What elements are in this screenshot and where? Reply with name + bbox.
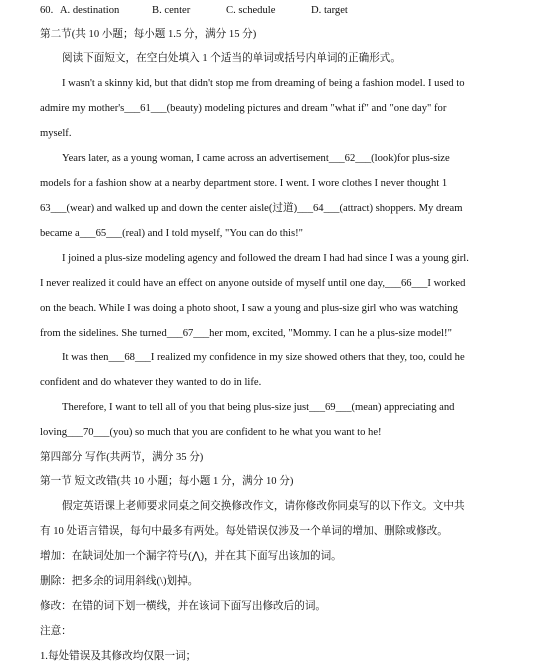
instruction-line: 假定英语课上老师要求同桌之间交换修改作文，请你修改你同桌写的以下作文。文中共	[62, 501, 465, 512]
option-d: D. target	[311, 5, 348, 16]
passage-line: confident and do whatever they wanted to do in life.	[40, 377, 262, 388]
rule-modify: 修改：在错的词下划一横线，并在该词下面写出修改后的词。	[40, 601, 327, 612]
note-label: 注意：	[40, 626, 72, 637]
passage-line: models for a fashion show at a nearby department store. I went. I wore clothes I never thought 1	[40, 178, 448, 189]
passage-line: admire my mother's___61___(beauty) modeling pictures and dream "what if" and "one day" for	[40, 103, 447, 114]
passage-line: I joined a plus-size modeling agency and followed the dream I had had since I was a young girl.	[62, 253, 469, 264]
option-c: C. schedule	[226, 5, 276, 16]
question-number: 60.	[40, 5, 54, 16]
section2-instruction: 阅读下面短文，在空白处填入 1 个适当的单词或括号内单词的正确形式。	[62, 53, 401, 64]
rule-add: 增加：在缺词处加一个漏字符号(⋀)，并在其下面写出该加的词。	[40, 551, 342, 562]
section1-header: 第一节 短文改错(共 10 小题；每小题 1 分，满分 10 分)	[40, 476, 294, 487]
part4-header: 第四部分 写作(共两节，满分 35 分)	[40, 452, 204, 463]
instruction-line: 有 10 处语言错误，每句中最多有两处。每处错误仅涉及一个单词的增加、删除或修改。	[40, 526, 448, 537]
note-item-1: 1.每处错误及其修改均仅限一词；	[40, 651, 197, 662]
rule-delete: 删除：把多余的词用斜线(\)划掉。	[40, 576, 199, 587]
passage-line: myself.	[40, 128, 72, 139]
passage-line: Therefore, I want to tell all of you that being plus-size just___69___(mean) appreciating and	[62, 402, 455, 413]
passage-line: I never realized it could have an effect on anyone outside of myself until one day,___66___I worked	[40, 278, 466, 289]
passage-line: became a___65___(real) and I told myself, "You can do this!"	[40, 228, 303, 239]
passage-line: 63___(wear) and walked up and down the center aisle(过道)___64___(attract) shoppers. My dream	[40, 203, 463, 214]
passage-line: loving___70___(you) so much that you are confident to he what you want to he!	[40, 427, 382, 438]
passage-line: on the beach. While I was doing a photo shoot, I saw a young and plus-size girl who was watching	[40, 303, 458, 314]
passage-line: from the sidelines. She turned___67___her mom, excited, "Mommy. I can he a plus-size model!"	[40, 328, 452, 339]
option-a: A. destination	[59, 5, 120, 16]
option-b: B. center	[152, 5, 191, 16]
section2-header: 第二节(共 10 小题；每小题 1.5 分，满分 15 分)	[40, 29, 257, 40]
passage-line: Years later, as a young woman, I came across an advertisement___62___(look)for plus-size	[62, 153, 450, 164]
passage-line: It was then___68___I realized my confidence in my size showed others that they, too, could he	[62, 352, 465, 363]
question-60-options	[40, 4, 514, 18]
passage-line: I wasn't a skinny kid, but that didn't stop me from dreaming of being a fashion model. I used to	[62, 78, 465, 89]
